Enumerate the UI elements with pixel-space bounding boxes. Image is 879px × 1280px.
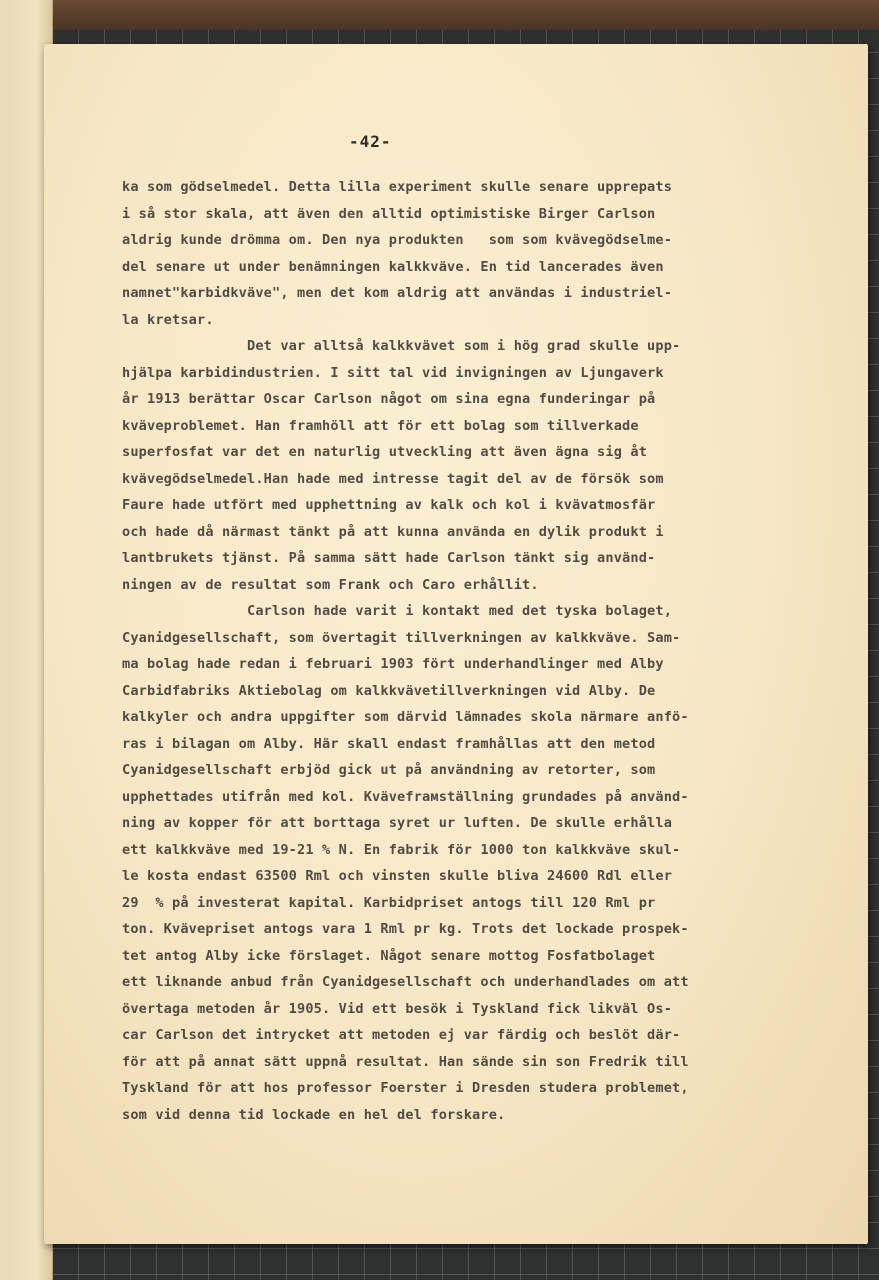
text-line: namnet"karbidkväve", men det kom aldrig att användas i industriel- [122,285,673,301]
text-line: kvävegödselmedel.Han hade med intresse tagit del av de försök som [122,470,664,487]
text-line: kalkyler och andra uppgifter som därvid lämnades skola närmare anfö- [122,709,689,725]
text-line: år 1913 berättar Oscar Carlson något om sina egna funderingar på [122,391,656,407]
text-line: del senare ut under benämningen kalkkväve. En tid lancerades även [122,258,664,275]
text-line: tet antog Alby icke förslaget. Något senare mottog Fosfatbolaget [122,947,656,964]
text-line: aldrig kunde drömma om. Den nya produkten som som kvävegödselme- [122,232,673,248]
text-line: ton. Kvävepriset antogs vara 1 Rml pr kg. Trots det lockade prospek- [122,921,689,937]
text-line: övertaga metoden år 1905. Vid ett besök i Tyskland fick likväl Os- [122,1000,673,1017]
text-line: Tyskland för att hos professor Foerster i Dresden studera problemet, [122,1080,689,1096]
text-line: ma bolag hade redan i februari 1903 fört underhandlinger med Alby [122,656,664,672]
text-line: le kosta endast 63500 Rml och vinsten skulle bliva 24600 Rdl eller [122,868,673,884]
text-line: för att på annat sätt uppnå resultat. Han sände sin son Fredrik till [122,1053,689,1070]
typewritten-sheet [44,44,868,1244]
text-line: 29 % på investerat kapital. Karbidpriset antogs till 120 Rml pr [122,894,656,911]
text-line: Carbidfabriks Aktiebolag om kalkkvävetillverkningen vid Alby. De [122,682,656,699]
text-line: la kretsar. [122,311,214,328]
text-line: hjälpa karbidindustrien. I sitt tal vid invigningen av Ljungaverk [122,364,664,381]
text-line: som vid denna tid lockade en hel del forskare. [122,1106,506,1123]
table-edge [0,0,879,30]
text-line: i så stor skala, att även den alltid optimistiske Birger Carlson [122,205,656,222]
body-text [122,174,842,1128]
text-line: kväveproblemet. Han framhöll att för ett bolag som tillverkade [122,417,639,434]
text-line: ningen av de resultat som Frank och Caro erhållit. [122,576,539,593]
page-number: -42- [349,132,392,151]
text-line: och hade då närmast tänkt på att kunna använda en dylik produkt i [122,523,664,540]
text-line: ning av kopper för att borttaga syret ur luften. De skulle erhålla [122,815,673,831]
sheet-content [44,44,868,1244]
text-line: Det var alltså kalkkvävet som i hög grad skulle upp- [122,338,681,354]
text-line: upphettades utifrån med kol. Kvävefraмställning grundades på använd- [122,788,689,805]
text-line: Cyanidgesellschaft erbjöd gick ut på användning av retorter, som [122,762,656,778]
text-line: ett kalkkväve med 19-21 % N. En fabrik för 1000 ton kalkkväve skul- [122,841,681,858]
text-line: Faure hade utfört med upphettning av kalk och kol i kvävatmosfär [122,497,656,513]
text-line: car Carlson det intrycket att metoden ej var färdig och beslöt där- [122,1027,681,1043]
text-line: lantbrukets tjänst. På samma sätt hade Carlson tänkt sig använd- [122,550,656,566]
text-line: superfosfat var det en naturlig utveckling att även ägna sig åt [122,444,648,460]
text-line: ras i bilagan om Alby. Här skall endast framhållas att den metod [122,735,656,752]
text-line: ka som gödselmedel. Detta lilla experiment skulle senare upprepats [122,179,673,195]
text-line: Carlson hade varit i kontakt med det tyska bolaget, [122,603,673,619]
text-line: Cyanidgesellschaft, som övertagit tillverkningen av kalkkväve. Sam- [122,629,681,646]
text-line: ett liknande anbud från Cyanidgesellschaft och underhandlades om att [122,974,689,990]
